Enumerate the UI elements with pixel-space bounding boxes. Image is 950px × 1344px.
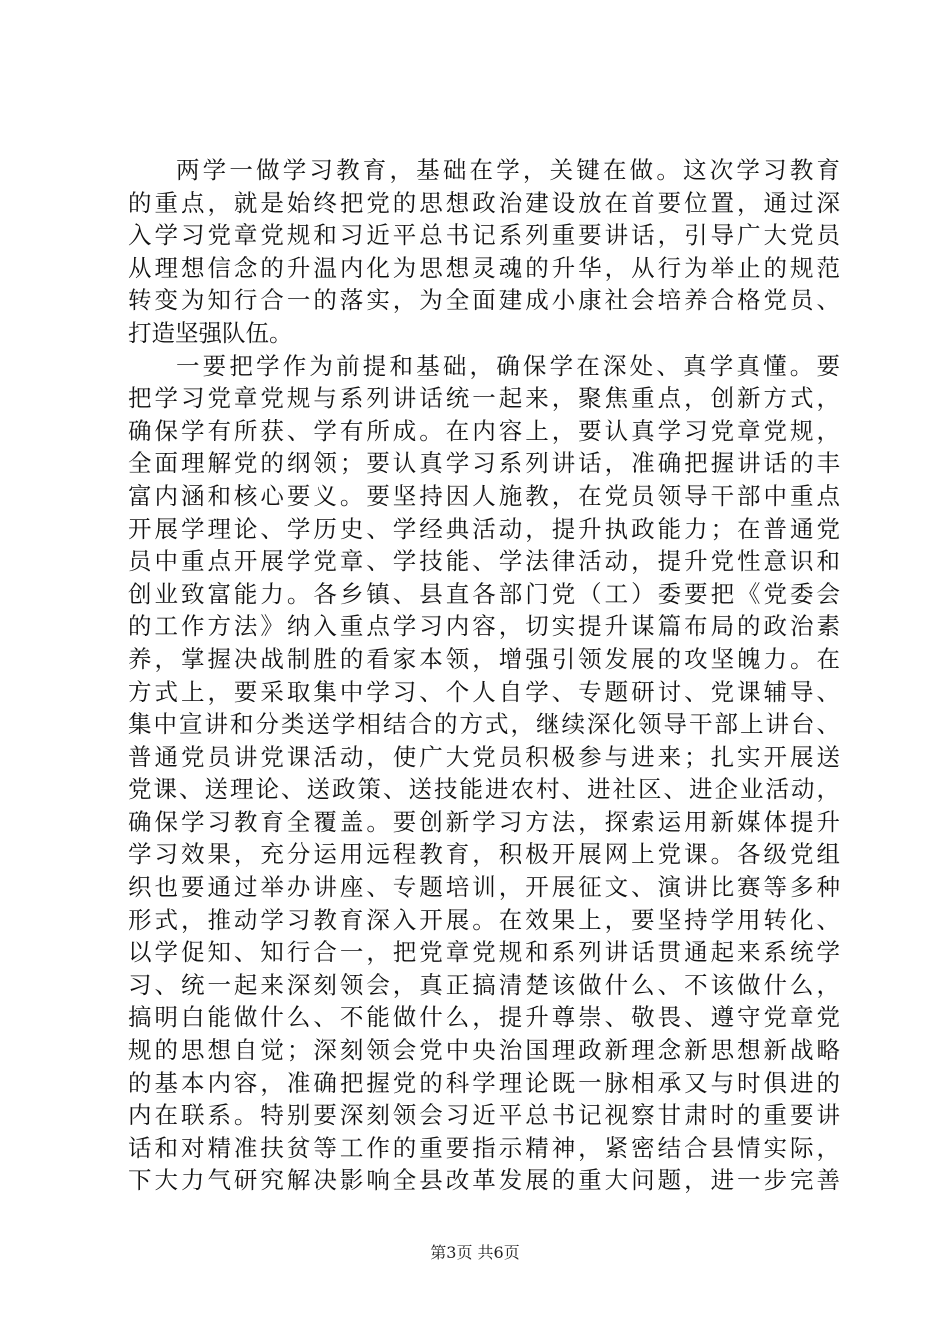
text-line: 富内涵和核心要义。要坚持因人施教，在党员领导干部中重点 bbox=[128, 481, 840, 510]
text-line: 党课、送理论、送政策、送技能进农村、进社区、进企业活动， bbox=[128, 775, 840, 804]
text-line: 学习效果，充分运用远程教育，积极开展网上党课。各级党组 bbox=[128, 840, 840, 869]
text-line: 确保学习教育全覆盖。要创新学习方法，探索运用新媒体提升 bbox=[128, 807, 840, 836]
text-line: 集中宣讲和分类送学相结合的方式，继续深化领导干部上讲台、 bbox=[128, 710, 840, 739]
text-line: 话和对精准扶贫等工作的重要指示精神，紧密结合县情实际， bbox=[128, 1133, 840, 1162]
text-line: 普通党员讲党课活动，使广大党员积极参与进来；扎实开展送 bbox=[128, 742, 840, 771]
text-line: 内在联系。特别要深刻领会习近平总书记视察甘肃时的重要讲 bbox=[128, 1101, 840, 1130]
text-line: 搞明白能做什么、不能做什么，提升尊崇、敬畏、遵守党章党 bbox=[128, 1003, 840, 1032]
page-number-footer: 第3页 共6页 bbox=[430, 1243, 520, 1262]
text-line: 以学促知、知行合一，把党章党规和系列讲话贯通起来系统学 bbox=[128, 938, 840, 967]
text-line: 创业致富能力。各乡镇、县直各部门党（工）委要把《党委会 bbox=[128, 579, 840, 608]
text-line: 规的思想自觉；深刻领会党中央治国理政新理念新思想新战略 bbox=[128, 1036, 840, 1065]
text-line: 养，掌握决战制胜的看家本领，增强引领发展的攻坚魄力。在 bbox=[128, 644, 840, 673]
document-body bbox=[128, 154, 840, 1197]
text-line: 习、统一起来深刻领会，真正搞清楚该做什么、不该做什么， bbox=[128, 970, 840, 999]
text-line: 打造坚强队伍。 bbox=[128, 318, 293, 347]
text-line: 员中重点开展学党章、学技能、学法律活动，提升党性意识和 bbox=[128, 547, 840, 576]
text-line: 开展学理论、学历史、学经典活动，提升执政能力；在普通党 bbox=[128, 514, 840, 543]
paragraph-2 bbox=[128, 350, 840, 1197]
text-line: 方式上，要采取集中学习、个人自学、专题研讨、党课辅导、 bbox=[128, 677, 840, 706]
text-line: 从理想信念的升温内化为思想灵魂的升华，从行为举止的规范 bbox=[128, 253, 840, 282]
text-line: 的重点，就是始终把党的思想政治建设放在首要位置，通过深 bbox=[128, 188, 840, 217]
text-line: 转变为知行合一的落实，为全面建成小康社会培养合格党员、 bbox=[128, 286, 840, 315]
paragraph-1 bbox=[128, 154, 840, 350]
text-line: 把学习党章党规与系列讲话统一起来，聚焦重点，创新方式， bbox=[128, 384, 840, 413]
text-line: 全面理解党的纲领；要认真学习系列讲话，准确把握讲话的丰 bbox=[128, 449, 840, 478]
text-line: 一要把学作为前提和基础，确保学在深处、真学真懂。要 bbox=[176, 351, 840, 380]
text-line: 两学一做学习教育，基础在学，关键在做。这次学习教育 bbox=[176, 156, 840, 184]
text-line: 的工作方法》纳入重点学习内容，切实提升谋篇布局的政治素 bbox=[128, 612, 840, 641]
text-line: 织也要通过举办讲座、专题培训，开展征文、演讲比赛等多种 bbox=[128, 873, 840, 902]
text-line: 的基本内容，准确把握党的科学理论既一脉相承又与时俱进的 bbox=[128, 1068, 840, 1097]
text-line: 确保学有所获、学有所成。在内容上，要认真学习党章党规， bbox=[128, 416, 840, 445]
text-line: 形式，推动学习教育深入开展。在效果上，要坚持学用转化、 bbox=[128, 905, 840, 934]
text-line: 入学习党章党规和习近平总书记系列重要讲话，引导广大党员 bbox=[128, 221, 840, 250]
text-line: 下大力气研究解决影响全县改革发展的重大问题，进一步完善 bbox=[128, 1166, 840, 1195]
